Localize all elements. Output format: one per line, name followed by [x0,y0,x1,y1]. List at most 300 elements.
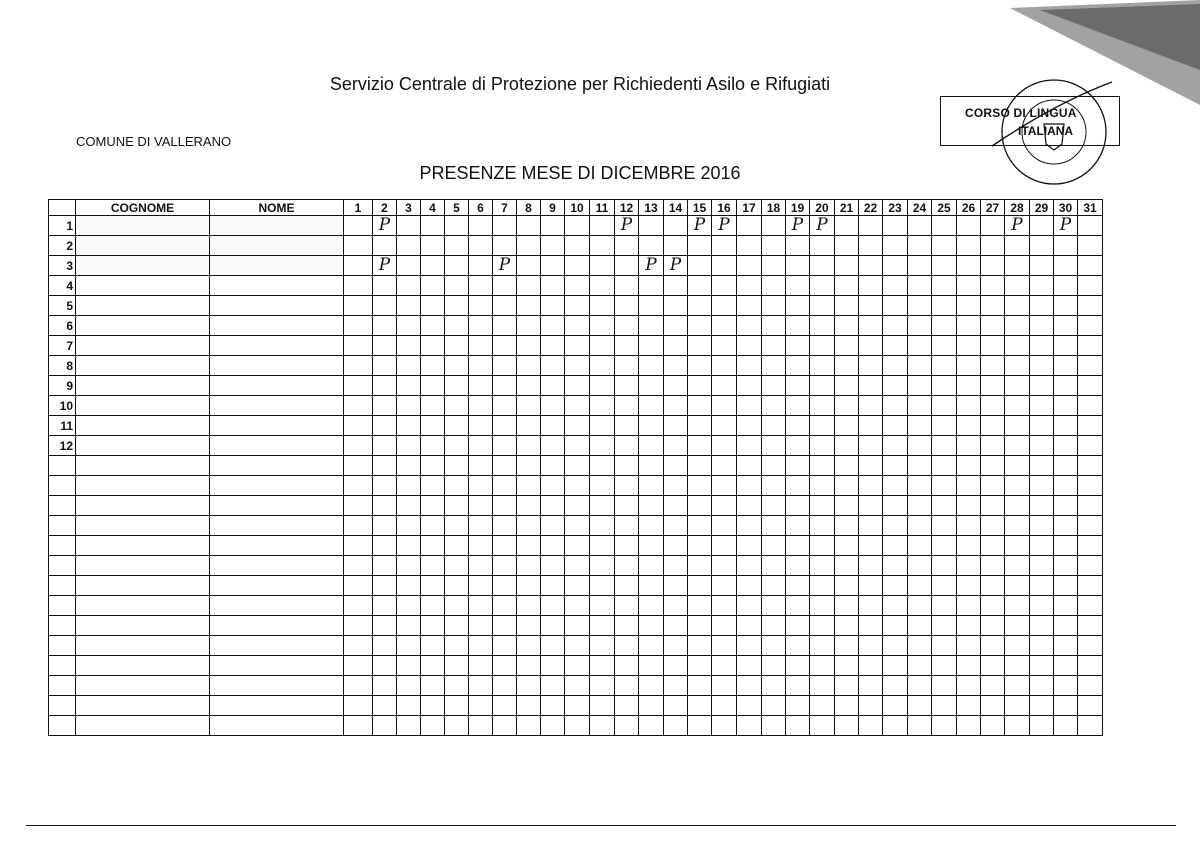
row-number [49,476,76,496]
day-cell [1054,656,1078,676]
day-column-header: 29 [1030,200,1054,216]
day-cell [883,476,908,496]
day-cell [445,596,469,616]
name-cell [210,616,344,636]
day-cell [835,456,859,476]
day-cell [1030,616,1054,636]
day-cell [835,256,859,276]
day-cell [957,676,981,696]
day-cell [445,316,469,336]
day-cell [469,336,493,356]
day-cell [1030,676,1054,696]
day-cell [981,616,1005,636]
day-cell [615,556,639,576]
day-cell [688,336,712,356]
surname-cell [76,636,210,656]
day-cell [639,416,664,436]
day-cell [908,216,932,236]
day-cell [762,696,786,716]
day-cell [397,676,421,696]
day-cell [932,476,957,496]
attendance-mark: P [373,216,397,236]
day-cell [737,356,762,376]
day-cell [932,556,957,576]
day-cell [762,456,786,476]
table-row [49,356,1103,376]
day-cell [590,616,615,636]
day-cell [1054,556,1078,576]
day-column-header: 16 [712,200,737,216]
day-cell [469,456,493,476]
day-cell [344,216,373,236]
day-cell [590,676,615,696]
day-cell [517,636,541,656]
day-cell [737,256,762,276]
day-cell [810,656,835,676]
day-column-header: 9 [541,200,565,216]
table-row [49,616,1103,636]
day-cell [1078,416,1103,436]
day-cell [737,676,762,696]
day-cell [835,276,859,296]
day-cell [762,216,786,236]
day-cell [835,656,859,676]
day-cell [932,396,957,416]
day-cell [469,476,493,496]
day-cell [639,296,664,316]
day-cell [373,376,397,396]
attendance-mark: P [688,216,712,236]
day-cell [883,336,908,356]
day-cell [445,436,469,456]
day-cell [762,256,786,276]
day-cell [590,656,615,676]
day-cell [859,396,883,416]
day-cell [590,576,615,596]
day-cell [932,296,957,316]
day-cell [810,516,835,536]
day-cell [737,636,762,656]
day-cell [688,416,712,436]
day-column-header: 19 [786,200,810,216]
day-cell [835,696,859,716]
day-cell [615,636,639,656]
day-cell [786,396,810,416]
table-row [49,456,1103,476]
day-cell [1078,296,1103,316]
day-cell [762,396,786,416]
day-cell [688,556,712,576]
day-cell [421,656,445,676]
day-cell [565,376,590,396]
day-cell [445,456,469,476]
day-cell [688,316,712,336]
day-cell [957,336,981,356]
day-cell [469,576,493,596]
day-cell [615,616,639,636]
day-cell [810,356,835,376]
day-cell [835,716,859,736]
day-cell [883,236,908,256]
day-cell [590,476,615,496]
day-cell [493,496,517,516]
day-cell [883,396,908,416]
day-cell [421,536,445,556]
day-cell [762,716,786,736]
day-cell [493,316,517,336]
day-cell [712,276,737,296]
day-cell [835,536,859,556]
day-cell [762,316,786,336]
day-cell [786,676,810,696]
day-cell [1005,296,1030,316]
day-cell [835,496,859,516]
day-cell [639,396,664,416]
day-cell [859,336,883,356]
day-cell [859,256,883,276]
day-cell [1030,336,1054,356]
day-cell [344,696,373,716]
day-cell [932,356,957,376]
day-cell [810,336,835,356]
day-cell [1005,376,1030,396]
day-cell [737,716,762,736]
day-cell [1054,396,1078,416]
day-cell [373,576,397,596]
day-cell [1054,296,1078,316]
day-cell [932,416,957,436]
day-cell [493,376,517,396]
day-cell [565,576,590,596]
day-cell [541,216,565,236]
day-cell [786,556,810,576]
row-number [49,636,76,656]
day-cell [344,596,373,616]
day-cell [590,396,615,416]
day-cell [859,636,883,656]
day-cell [639,276,664,296]
day-cell [1078,356,1103,376]
day-cell [810,536,835,556]
day-cell [397,516,421,536]
day-cell [810,256,835,276]
day-cell [565,216,590,236]
day-cell [421,556,445,576]
day-cell [344,296,373,316]
surname-cell [76,316,210,336]
attendance-mark: P [639,256,664,276]
day-cell [664,396,688,416]
table-row [49,716,1103,736]
day-cell [810,616,835,636]
day-cell [1054,476,1078,496]
day-cell [421,636,445,656]
day-cell [859,356,883,376]
day-cell [541,616,565,636]
day-cell [762,296,786,316]
day-cell [810,316,835,336]
day-column-header: 27 [981,200,1005,216]
day-cell [1054,596,1078,616]
day-cell [445,616,469,636]
day-cell [786,416,810,436]
day-cell [615,236,639,256]
day-cell [565,496,590,516]
day-cell [737,336,762,356]
day-cell [688,276,712,296]
name-cell [210,276,344,296]
day-cell [1005,656,1030,676]
day-cell [981,716,1005,736]
day-cell [908,296,932,316]
table-row [49,536,1103,556]
day-cell [1078,256,1103,276]
table-row [49,516,1103,536]
day-cell [565,676,590,696]
day-cell [908,536,932,556]
day-column-header: 2 [373,200,397,216]
day-cell [590,376,615,396]
day-cell [786,716,810,736]
day-cell [835,236,859,256]
table-row [49,476,1103,496]
day-cell [469,396,493,416]
day-cell [908,576,932,596]
day-cell [957,436,981,456]
day-cell [957,456,981,476]
day-cell [615,656,639,676]
day-cell [810,376,835,396]
day-cell [1005,276,1030,296]
day-cell [786,696,810,716]
day-cell [541,656,565,676]
day-cell [957,396,981,416]
day-cell [565,656,590,676]
day-cell [981,436,1005,456]
day-cell [1005,436,1030,456]
day-cell [590,236,615,256]
day-cell [957,616,981,636]
day-cell [373,516,397,536]
day-cell [932,716,957,736]
day-cell [1030,436,1054,456]
name-cell [210,416,344,436]
day-cell [373,536,397,556]
day-cell [957,536,981,556]
day-cell [664,456,688,476]
day-cell [615,296,639,316]
day-cell [835,556,859,576]
day-cell [421,256,445,276]
day-cell [957,576,981,596]
day-cell [1030,656,1054,676]
day-cell [883,496,908,516]
day-cell [469,276,493,296]
day-cell [373,596,397,616]
day-cell [565,596,590,616]
day-cell [957,316,981,336]
day-cell [712,456,737,476]
day-cell [397,616,421,636]
day-cell [639,516,664,536]
day-column-header: 14 [664,200,688,216]
day-cell [565,316,590,336]
row-number-header [49,200,76,216]
day-cell [1005,676,1030,696]
day-column-header: 15 [688,200,712,216]
name-cell [210,456,344,476]
day-cell [810,556,835,576]
day-cell [883,216,908,236]
row-number [49,556,76,576]
name-cell [210,436,344,456]
day-cell [469,536,493,556]
day-cell [688,716,712,736]
day-cell [590,276,615,296]
day-cell [932,656,957,676]
day-cell [344,276,373,296]
day-cell [565,456,590,476]
day-cell [1005,396,1030,416]
day-cell [541,696,565,716]
day-cell [639,636,664,656]
day-cell [688,496,712,516]
day-cell [835,336,859,356]
name-cell [210,696,344,716]
surname-cell [76,616,210,636]
day-cell [397,276,421,296]
day-cell [1030,416,1054,436]
day-cell [762,356,786,376]
day-cell [859,676,883,696]
day-cell [712,316,737,336]
day-cell [590,416,615,436]
day-cell [712,396,737,416]
day-column-header: 6 [469,200,493,216]
day-column-header: 10 [565,200,590,216]
day-cell [957,516,981,536]
day-cell [664,436,688,456]
day-cell [1030,296,1054,316]
day-cell [762,656,786,676]
day-cell [1005,576,1030,596]
day-cell [373,716,397,736]
day-cell [1054,576,1078,596]
day-cell [664,496,688,516]
day-cell [981,556,1005,576]
name-cell [210,656,344,676]
table-row [49,496,1103,516]
day-cell [786,316,810,336]
day-cell [639,576,664,596]
day-cell [445,556,469,576]
day-cell [737,456,762,476]
day-cell [957,376,981,396]
day-cell [908,496,932,516]
day-column-header: 11 [590,200,615,216]
name-cell [210,356,344,376]
day-cell [590,636,615,656]
day-column-header: 12 [615,200,639,216]
name-cell [210,536,344,556]
day-cell [664,716,688,736]
day-cell [737,616,762,636]
day-cell [859,716,883,736]
day-cell [493,336,517,356]
day-cell [517,676,541,696]
day-cell [421,316,445,336]
day-cell [517,696,541,716]
day-cell [590,536,615,556]
day-cell [493,356,517,376]
day-cell [615,696,639,716]
day-cell [688,656,712,676]
day-cell [590,216,615,236]
day-cell [932,516,957,536]
day-cell [397,496,421,516]
day-cell [981,336,1005,356]
day-cell [957,296,981,316]
day-cell [397,476,421,496]
day-cell [688,616,712,636]
day-cell [981,656,1005,676]
day-cell [469,416,493,436]
day-cell [615,456,639,476]
day-cell [445,416,469,436]
row-number: 7 [49,336,76,356]
day-column-header: 13 [639,200,664,216]
day-cell [762,416,786,436]
day-cell [1078,376,1103,396]
day-cell [883,516,908,536]
day-cell [445,256,469,276]
day-cell [883,556,908,576]
day-cell [810,456,835,476]
day-column-header: 22 [859,200,883,216]
day-column-header: 24 [908,200,932,216]
day-cell [762,276,786,296]
day-cell [615,596,639,616]
day-cell [445,336,469,356]
day-cell [1078,656,1103,676]
attendance-mark: P [810,216,835,236]
day-cell [493,616,517,636]
document-title: Servizio Centrale di Protezione per Richiedenti Asilo e Rifugiati [329,74,831,94]
day-cell [688,476,712,496]
day-cell [908,696,932,716]
day-cell [981,536,1005,556]
day-cell [762,556,786,576]
day-cell [1005,236,1030,256]
day-cell [908,556,932,576]
day-cell [1054,636,1078,656]
day-cell [1054,496,1078,516]
day-cell [1078,276,1103,296]
day-cell [373,416,397,436]
day-cell [397,236,421,256]
row-number: 3 [49,256,76,276]
day-cell [859,476,883,496]
day-cell [859,416,883,436]
day-cell [908,476,932,496]
day-cell [615,516,639,536]
day-cell [908,236,932,256]
day-cell [908,336,932,356]
day-cell [565,296,590,316]
day-cell [344,636,373,656]
day-cell [762,496,786,516]
day-cell [1054,236,1078,256]
